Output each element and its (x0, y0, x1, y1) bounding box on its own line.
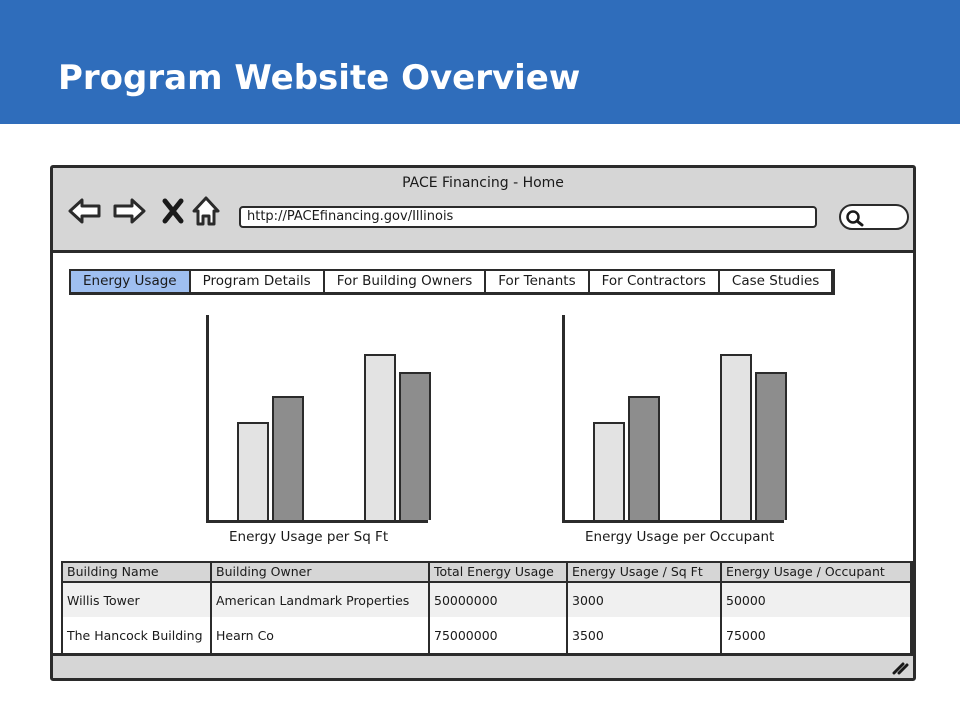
browser-toolbar (53, 168, 913, 253)
table-cell: 75000000 (429, 617, 567, 653)
window-title: PACE Financing - Home (402, 175, 564, 191)
table-cell: 75000 (721, 617, 910, 653)
column-header: Building Owner (211, 563, 429, 582)
table-cell: American Landmark Properties (211, 582, 429, 617)
chart-bar (399, 372, 431, 520)
column-header: Building Name (63, 563, 211, 582)
column-header: Energy Usage / Occupant (721, 563, 910, 582)
chart-bar (237, 422, 269, 520)
chart-x-axis (562, 520, 784, 523)
tab-for-tenants[interactable]: For Tenants (486, 271, 589, 292)
chart-y-axis (206, 315, 209, 523)
chart-bar (720, 354, 752, 520)
table-cell: 50000000 (429, 582, 567, 617)
status-bar (53, 653, 913, 678)
browser-window (50, 165, 916, 681)
table-row[interactable] (63, 617, 910, 653)
page-content (53, 253, 913, 653)
chart-x-axis (206, 520, 428, 523)
tab-program-details[interactable]: Program Details (191, 271, 325, 292)
chart-bar (272, 396, 304, 520)
chart-bar (593, 422, 625, 520)
forward-arrow-icon[interactable] (111, 193, 147, 229)
chart-bar (755, 372, 787, 520)
search-icon (845, 209, 865, 227)
search-input[interactable] (839, 204, 909, 230)
table-cell: 3500 (567, 617, 721, 653)
table-row[interactable] (63, 582, 910, 617)
chart-bar (628, 396, 660, 520)
tab-case-studies[interactable]: Case Studies (720, 271, 831, 292)
table-header-row (63, 563, 910, 582)
url-input[interactable]: http://PACEfinancing.gov/Illinois (239, 206, 817, 228)
chart-bar (364, 354, 396, 520)
column-header: Total Energy Usage (429, 563, 567, 582)
table-cell: Hearn Co (211, 617, 429, 653)
table-cell: 50000 (721, 582, 910, 617)
chart-x-label: Energy Usage per Sq Ft (229, 529, 389, 545)
tab-energy-usage[interactable]: Energy Usage (71, 271, 191, 292)
slide-header (0, 0, 960, 124)
home-icon[interactable] (191, 193, 221, 229)
tab-for-contractors[interactable]: For Contractors (590, 271, 720, 292)
tab-bar (69, 269, 835, 295)
chart-energy-per-occupant (559, 315, 789, 545)
table-cell: 3000 (567, 582, 721, 617)
back-arrow-icon[interactable] (67, 193, 103, 229)
tab-for-building-owners[interactable]: For Building Owners (325, 271, 487, 292)
table-cell: Willis Tower (63, 582, 211, 617)
slide-title: Program Website Overview (58, 58, 581, 98)
column-header: Energy Usage / Sq Ft (567, 563, 721, 582)
table-cell: The Hancock Building (63, 617, 211, 653)
nav-controls (67, 193, 227, 229)
buildings-table (61, 561, 913, 653)
stop-icon[interactable] (161, 193, 185, 229)
chart-y-axis (562, 315, 565, 523)
resize-grip-icon[interactable] (891, 661, 909, 675)
chart-energy-per-sqft (203, 315, 433, 545)
chart-x-label: Energy Usage per Occupant (585, 529, 775, 545)
